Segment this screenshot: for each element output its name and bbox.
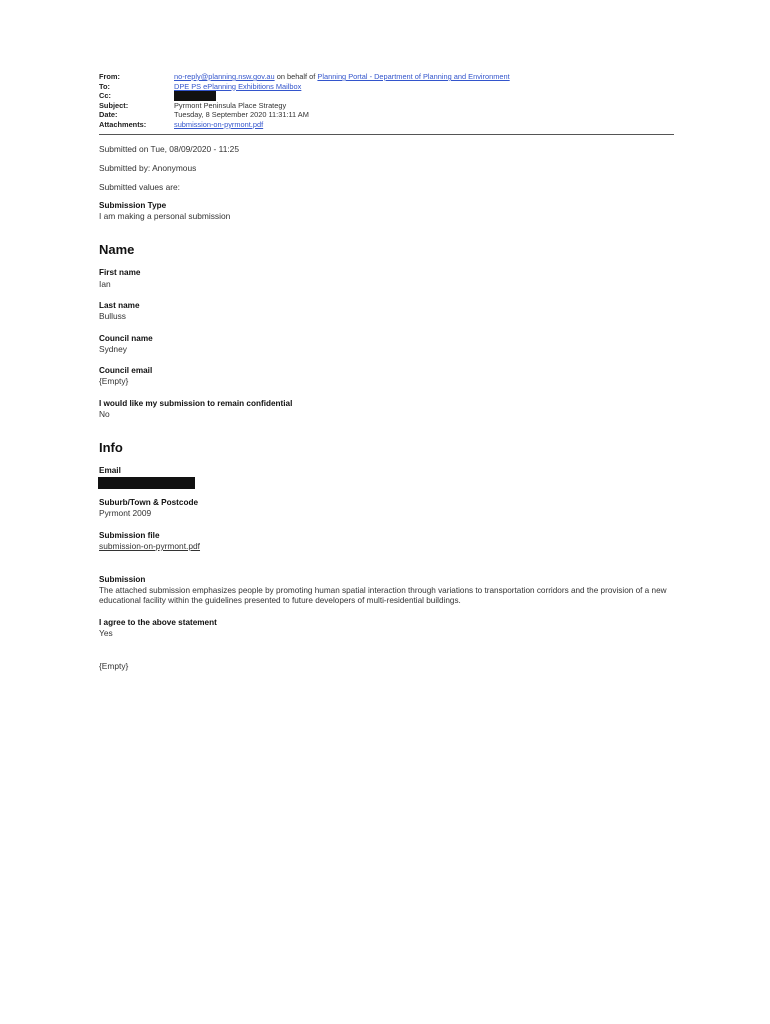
to-label: To: [99,81,110,91]
on-behalf-text: on behalf of [276,72,316,81]
header-divider [99,134,674,135]
confidential-label: I would like my submission to remain confidential [99,399,293,408]
from-org-link[interactable]: Planning Portal - Department of Planning and Environment [317,72,510,81]
confidential-value: No [99,409,110,419]
to-link[interactable]: DPE PS ePlanning Exhibitions Mailbox [174,81,302,91]
submission-text: The attached submission emphasizes people by promoting human spatial interaction through variations to transportation corridors and the provision of a new educational facility within the guidelines presented to future developers of multi-residential buildings. [99,586,667,606]
cc-redaction [174,91,216,101]
from-label: From: [99,72,120,81]
council-name-label: Council name [99,334,153,343]
subject-row [99,101,674,111]
info-section-heading: Info [99,440,123,455]
agree-label: I agree to the above statement [99,618,217,627]
last-name-label: Last name [99,301,140,310]
submission-label: Submission [99,575,146,584]
attachments-label: Attachments: [99,119,147,129]
email-header [99,72,674,130]
email-label: Email [99,466,121,475]
attachments-row [99,120,674,130]
submission-type-value: I am making a personal submission [99,211,231,221]
submitted-on: Submitted on Tue, 08/09/2020 - 11:25 [99,144,239,154]
submission-file-link[interactable]: submission-on-pyrmont.pdf [99,541,201,551]
council-name-value: Sydney [99,344,127,354]
date-value: Tuesday, 8 September 2020 11:31:11 AM [174,110,309,120]
subject-value: Pyrmont Peninsula Place Strategy [174,100,287,110]
email-redaction [98,477,195,489]
submission-file-label: Submission file [99,531,160,540]
name-section-heading: Name [99,242,135,257]
first-name-label: First name [99,268,141,277]
from-row [99,72,674,82]
last-name-value: Bulluss [99,311,126,321]
first-name-value: Ian [99,279,111,289]
submission-type-label: Submission Type [99,201,167,210]
to-row [99,82,674,92]
from-email-link[interactable]: no-reply@planning.nsw.gov.au [174,72,275,81]
cc-label: Cc: [99,91,111,101]
suburb-label: Suburb/Town & Postcode [99,498,199,507]
suburb-value: Pyrmont 2009 [99,508,152,518]
trailing-empty: {Empty} [99,661,129,671]
date-label: Date: [99,110,118,120]
attachment-link[interactable]: submission-on-pyrmont.pdf [174,119,264,129]
date-row [99,110,674,120]
cc-row [99,91,674,101]
council-email-label: Council email [99,366,153,375]
submitted-values-intro: Submitted values are: [99,182,181,192]
subject-label: Subject: [99,100,129,110]
submitted-by: Submitted by: Anonymous [99,163,197,173]
agree-value: Yes [99,628,113,638]
council-email-value: {Empty} [99,376,129,386]
